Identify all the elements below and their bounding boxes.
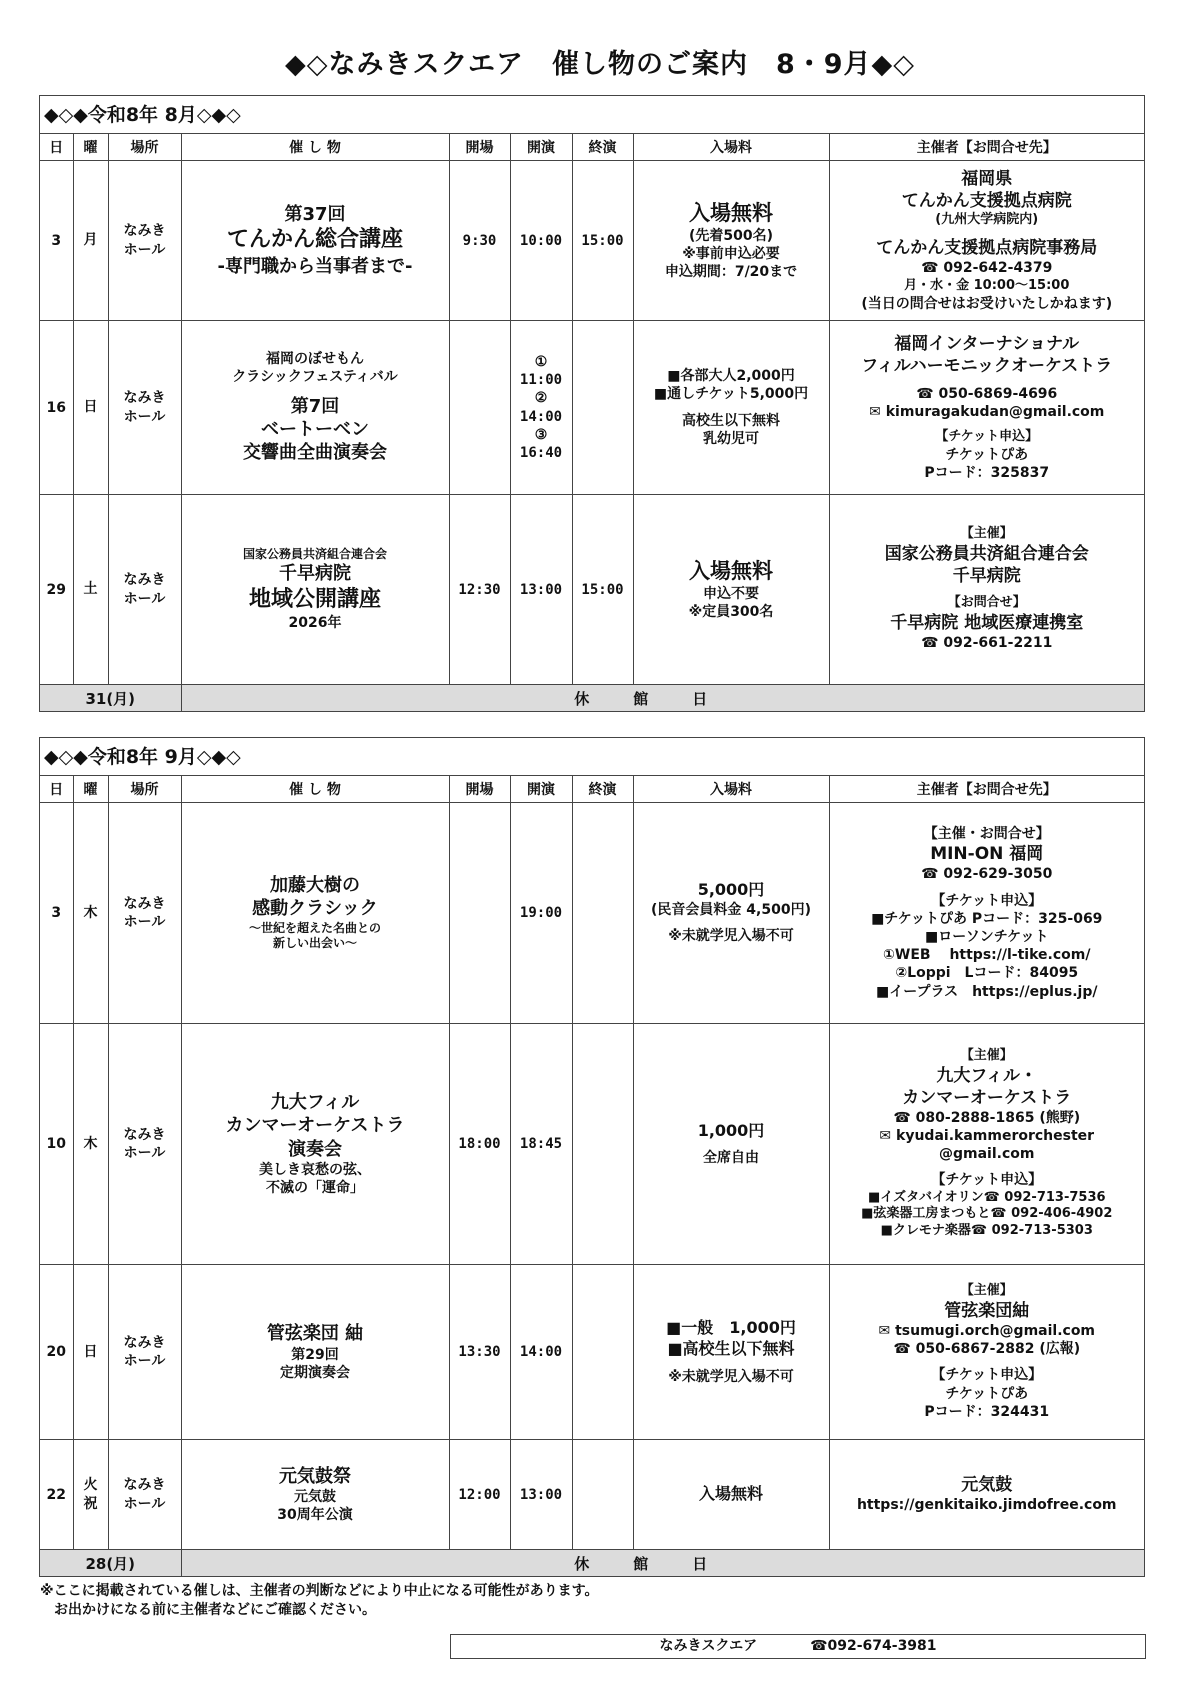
page-title: ◆◇なみきスクエア 催し物のご案内 8・9月◆◇ [284, 49, 916, 80]
cell-line: 【主催】 [960, 526, 1013, 542]
cell-line: ■一般 1,000円 [666, 1318, 796, 1338]
closed-date: 28(月) [40, 1550, 181, 1577]
cell-line: ① [534, 353, 548, 370]
event-venue [108, 1024, 181, 1265]
cell-line: ■弦楽器工房まつもと☎ 092-406-4902 [861, 1206, 1113, 1222]
cell-line: 月 [83, 232, 98, 249]
event-fee [633, 161, 829, 321]
spacer [184, 387, 447, 395]
col-end: 終演 [572, 776, 633, 803]
event-end-time: 15:00 [572, 161, 633, 321]
footer-contact [450, 1634, 1146, 1659]
cell-line: 福岡県 [961, 169, 1013, 190]
cell-line: なみき [123, 390, 166, 407]
closed-label [181, 685, 1144, 712]
cell-line: カンマーオーケストラ [225, 1115, 405, 1137]
cell-line: 火 [83, 1477, 98, 1494]
closed-label [181, 1550, 1144, 1577]
cell-line: -専門職から当事者まで- [217, 255, 413, 277]
cell-line: Pコード：325837 [924, 465, 1050, 482]
cell-line: チケットぴあ [945, 447, 1029, 464]
event-organizer [829, 321, 1144, 495]
col-open: 開場 [449, 776, 510, 803]
month-header: ◆◇◆令和8年 9月◇◆◇ [40, 738, 1144, 776]
col-event: 催 し 物 [181, 776, 449, 803]
cell-line: 申込不要 [703, 585, 759, 602]
table-row [40, 1265, 1144, 1440]
table-row [40, 1024, 1144, 1265]
col-end: 終演 [572, 134, 633, 161]
event-title [181, 161, 449, 321]
table-row [40, 1440, 1144, 1550]
spacer [832, 229, 1143, 237]
col-fee: 入場料 [633, 134, 829, 161]
cell-line: ホール [123, 1353, 166, 1369]
cell-line: 新しい出会い～ [272, 936, 357, 951]
spacer [832, 884, 1143, 892]
footer-name: なみきスクエア [659, 1638, 758, 1654]
cell-line: 定期演奏会 [280, 1364, 350, 1381]
cell-line: 千早病院 地域医療連携室 [890, 613, 1084, 634]
cell-line: 入場無料 [698, 1484, 763, 1504]
cell-line: てんかん支援拠点病院 [901, 191, 1072, 212]
event-day: 22 [40, 1440, 73, 1550]
event-open-time [449, 321, 510, 495]
event-organizer [829, 1440, 1144, 1550]
col-open: 開場 [449, 134, 510, 161]
event-start-time: 14:00 [510, 1265, 572, 1440]
cell-line: 入場無料 [689, 558, 773, 583]
event-title [181, 1024, 449, 1265]
event-day: 16 [40, 321, 73, 495]
cell-line: 月・水・金 10:00～15:00 [904, 277, 1070, 293]
event-organizer [829, 495, 1144, 685]
event-organizer [829, 161, 1144, 321]
closed-day-row [40, 1550, 1144, 1577]
event-venue [108, 161, 181, 321]
spacer [636, 1141, 827, 1149]
event-day: 20 [40, 1265, 73, 1440]
col-start: 開演 [510, 776, 572, 803]
table-row [40, 321, 1144, 495]
event-weekday [73, 803, 108, 1024]
event-venue [108, 321, 181, 495]
cell-line: Pコード：324431 [924, 1403, 1050, 1420]
cell-line: (先着500名) [688, 227, 774, 244]
cell-line: ※未就学児入場不可 [668, 928, 794, 945]
cell-line: 11:00 [519, 372, 563, 389]
cell-line: なみき [123, 1126, 166, 1143]
cell-line: 入場無料 [689, 200, 773, 225]
cell-line: 2026年 [288, 615, 342, 632]
cell-line: 美しき哀愁の弦、 [259, 1161, 371, 1178]
table-header-row [40, 776, 1144, 803]
cell-line: 国家公務員共済組合連合会 [884, 544, 1089, 565]
cell-line: ■クレモナ楽器☎ 092-713-5303 [880, 1223, 1093, 1239]
cell-line: てんかん総合講座 [226, 227, 403, 253]
cell-line: 不滅の「運命」 [266, 1180, 364, 1197]
cell-line: ※未就学児入場不可 [668, 1368, 794, 1385]
event-title [181, 1265, 449, 1440]
event-start-time: 10:00 [510, 161, 572, 321]
cell-line: 高校生以下無料 [682, 412, 780, 429]
spacer [832, 1358, 1143, 1366]
cell-line: ①WEB https://l-tike.com/ [883, 947, 1091, 964]
event-weekday [73, 495, 108, 685]
cell-line: 管弦楽団紬 [944, 1300, 1030, 1321]
event-organizer [829, 1265, 1144, 1440]
cell-line: ☎ 050-6867-2882 (広報) [893, 1341, 1081, 1358]
cell-line: 【主催】 [960, 1047, 1013, 1063]
event-end-time [572, 1440, 633, 1550]
spacer [636, 404, 827, 412]
event-end-time [572, 1024, 633, 1265]
cell-line: 九大フィル [270, 1091, 360, 1113]
cell-line: ■ローソンチケット [925, 929, 1049, 946]
col-weekday: 曜 [73, 776, 108, 803]
cell-line: ホール [123, 914, 166, 930]
month-header: ◆◇◆令和8年 8月◇◆◇ [40, 96, 1144, 134]
event-fee [633, 321, 829, 495]
event-title [181, 495, 449, 685]
events-table [40, 134, 1144, 711]
event-end-time [572, 321, 633, 495]
cell-line: 日 [83, 1343, 98, 1360]
cell-line: ホール [123, 408, 166, 425]
cell-line: 加藤大樹の [270, 875, 360, 897]
closed-label-text: 休館日 [574, 689, 752, 708]
cell-line: https://genkitaiko.jimdofree.com [856, 1497, 1117, 1514]
event-end-time [572, 803, 633, 1024]
cell-line: 【主催】 [960, 1283, 1013, 1299]
cell-line: (九州大学病院内) [935, 212, 1039, 228]
cell-line: 交響曲全曲演奏会 [243, 442, 387, 464]
cell-line: 14:00 [519, 408, 563, 425]
spacer [832, 377, 1143, 385]
event-end-time: 15:00 [572, 495, 633, 685]
cell-line: ホール [123, 1495, 166, 1512]
event-title [181, 1440, 449, 1550]
month-block-september [39, 737, 1145, 1577]
event-fee [633, 1265, 829, 1440]
cell-line: 第37回 [284, 203, 346, 225]
event-start-time: 19:00 [510, 803, 572, 1024]
event-venue [108, 803, 181, 1024]
event-venue [108, 1440, 181, 1550]
cell-line: 16:40 [519, 444, 563, 461]
cell-line: てんかん支援拠点病院事務局 [876, 238, 1098, 259]
cell-line: ☎ 050-6869-4696 [916, 385, 1058, 402]
cell-line: 演奏会 [288, 1138, 342, 1160]
cell-line: ※事前申込必要 [682, 246, 780, 263]
event-weekday [73, 1024, 108, 1265]
table-row [40, 161, 1144, 321]
cell-line: カンマーオーケストラ [902, 1087, 1072, 1108]
cell-line: ※定員300名 [688, 604, 774, 621]
cell-line: 【チケット申込】 [931, 892, 1043, 909]
event-day: 29 [40, 495, 73, 685]
event-organizer [829, 1024, 1144, 1265]
cell-line: ②Loppi Lコード：84095 [895, 965, 1079, 982]
event-start-time: 13:00 [510, 1440, 572, 1550]
event-weekday [73, 161, 108, 321]
cell-line: ■高校生以下無料 [667, 1338, 795, 1358]
cell-line: フィルハーモニックオーケストラ [861, 355, 1113, 376]
cell-line: 【チケット申込】 [931, 1172, 1043, 1189]
cell-line: @gmail.com [939, 1146, 1035, 1163]
table-row [40, 495, 1144, 685]
event-start-time [510, 321, 572, 495]
cell-line: ② [534, 390, 548, 407]
event-open-time: 12:30 [449, 495, 510, 685]
event-venue [108, 495, 181, 685]
cell-line: 木 [83, 1135, 98, 1152]
cell-line: ☎ 092-661-2211 [921, 635, 1053, 652]
cell-line: 福岡インターナショナル [894, 333, 1080, 354]
event-title [181, 803, 449, 1024]
cell-line: なみき [123, 1334, 166, 1351]
cell-line: 【チケット申込】 [935, 429, 1039, 445]
cell-line: 管弦楽団 紬 [266, 1323, 364, 1345]
cell-line: なみき [123, 895, 166, 912]
col-day: 日 [40, 776, 73, 803]
cell-line: ～世紀を超えた名曲との [248, 920, 381, 935]
spacer [636, 919, 827, 927]
cell-line: 千早病院 [952, 566, 1021, 587]
cell-line: MIN-ON 福岡 [930, 844, 1044, 865]
col-organizer: 主催者【お問合せ先】 [829, 134, 1144, 161]
spacer [636, 1360, 827, 1368]
event-fee [633, 495, 829, 685]
events-table [40, 776, 1144, 1576]
event-weekday [73, 1440, 108, 1550]
event-weekday [73, 1265, 108, 1440]
event-title [181, 321, 449, 495]
cell-line: クラシックフェスティバル [232, 369, 398, 386]
cell-line: 福岡のぼせもん [266, 351, 364, 368]
event-day: 10 [40, 1024, 73, 1265]
col-event: 催 し 物 [181, 134, 449, 161]
event-organizer [829, 803, 1144, 1024]
event-weekday [73, 321, 108, 495]
cell-line: ホール [123, 241, 166, 258]
cell-line: 【お問合せ】 [947, 595, 1026, 611]
event-day: 3 [40, 161, 73, 321]
cell-line: ■イズタバイオリン☎ 092-713-7536 [867, 1189, 1106, 1205]
cell-line: 【チケット申込】 [931, 1367, 1043, 1384]
cell-line: 地域公開講座 [248, 586, 381, 612]
cell-line: 元気鼓 [294, 1489, 336, 1505]
cell-line: 日 [83, 399, 98, 416]
cell-line: 九大フィル・ [936, 1065, 1038, 1086]
cell-line: ■チケットぴあ Pコード：325-069 [871, 910, 1103, 927]
spacer [832, 1163, 1143, 1171]
cell-line: 第7回 [290, 395, 340, 417]
cell-line: ■各部大人2,000円 [667, 368, 795, 385]
closed-day-row [40, 685, 1144, 712]
cell-line: 全席自由 [703, 1150, 759, 1167]
event-start-time: 18:45 [510, 1024, 572, 1265]
cell-line: ☎ 080-2888-1865 (熊野) [893, 1109, 1081, 1126]
cell-line: ■通しチケット5,000円 [653, 386, 809, 403]
cell-line: 感動クラシック [252, 898, 378, 920]
table-row [40, 803, 1144, 1024]
cell-line: 申込期間：7/20まで [664, 264, 798, 281]
col-day: 日 [40, 134, 73, 161]
event-open-time: 9:30 [449, 161, 510, 321]
cell-line: なみき [123, 223, 166, 240]
cell-line: 30周年公演 [277, 1507, 353, 1524]
cell-line: 千早病院 [279, 563, 351, 585]
cell-line: ☎ 092-642-4379 [921, 260, 1053, 277]
cell-line: ホール [123, 590, 166, 607]
col-venue: 場所 [108, 776, 181, 803]
event-start-time: 13:00 [510, 495, 572, 685]
col-venue: 場所 [108, 134, 181, 161]
col-organizer: 主催者【お問合せ先】 [829, 776, 1144, 803]
event-fee [633, 803, 829, 1024]
event-end-time [572, 1265, 633, 1440]
closed-label-text: 休館日 [574, 1554, 752, 1573]
event-day: 3 [40, 803, 73, 1024]
cell-line: なみき [123, 572, 166, 589]
cell-line: チケットぴあ [945, 1385, 1029, 1402]
cell-line: ■イープラス https://eplus.jp/ [875, 983, 1098, 1000]
cell-line: ✉ kimuragakudan@gmail.com [869, 403, 1105, 420]
cell-line: 祝 [83, 1495, 98, 1512]
month-block-august [39, 95, 1145, 712]
cell-line: ③ [534, 426, 548, 443]
footer-tel: ☎092-674-3981 [810, 1638, 937, 1654]
cell-line: 1,000円 [697, 1120, 765, 1140]
event-open-time: 18:00 [449, 1024, 510, 1265]
closed-date: 31(月) [40, 685, 181, 712]
event-open-time: 13:30 [449, 1265, 510, 1440]
cell-line: ✉ tsumugi.orch@gmail.com [878, 1323, 1096, 1340]
cell-line: 木 [83, 904, 98, 921]
cell-line: (民音会員料金 4,500円) [651, 902, 811, 919]
cell-line: 国家公務員共済組合連合会 [242, 546, 387, 561]
notes [40, 1582, 599, 1620]
cell-line: ホール [123, 1145, 166, 1161]
note-line: ※ここに掲載されている催しは、主催者の判断などにより中止になる可能性があります。 [40, 1583, 599, 1599]
event-fee [633, 1440, 829, 1550]
col-start: 開演 [510, 134, 572, 161]
cell-line: (当日の問合せはお受けいたしかねます) [861, 295, 1113, 312]
cell-line: ☎ 092-629-3050 [921, 866, 1053, 883]
note-line: お出かけになる前に主催者などにご確認ください。 [40, 1601, 376, 1618]
cell-line: 5,000円 [697, 880, 765, 900]
col-weekday: 曜 [73, 134, 108, 161]
table-header-row [40, 134, 1144, 161]
cell-line: 第29回 [291, 1346, 339, 1363]
event-open-time: 12:00 [449, 1440, 510, 1550]
cell-line: 元気鼓祭 [279, 1465, 351, 1487]
cell-line: 土 [83, 581, 98, 598]
spacer [832, 421, 1143, 429]
cell-line: なみき [123, 1477, 166, 1494]
event-venue [108, 1265, 181, 1440]
event-open-time [449, 803, 510, 1024]
col-fee: 入場料 [633, 776, 829, 803]
cell-line: 元気鼓 [961, 1475, 1013, 1496]
event-fee [633, 1024, 829, 1265]
cell-line: ✉ kyudai.kammerorchester [879, 1128, 1095, 1145]
cell-line: ベートーベン [261, 418, 369, 440]
cell-line: 【主催・お問合せ】 [923, 826, 1050, 843]
cell-line: 乳幼児可 [703, 430, 759, 447]
